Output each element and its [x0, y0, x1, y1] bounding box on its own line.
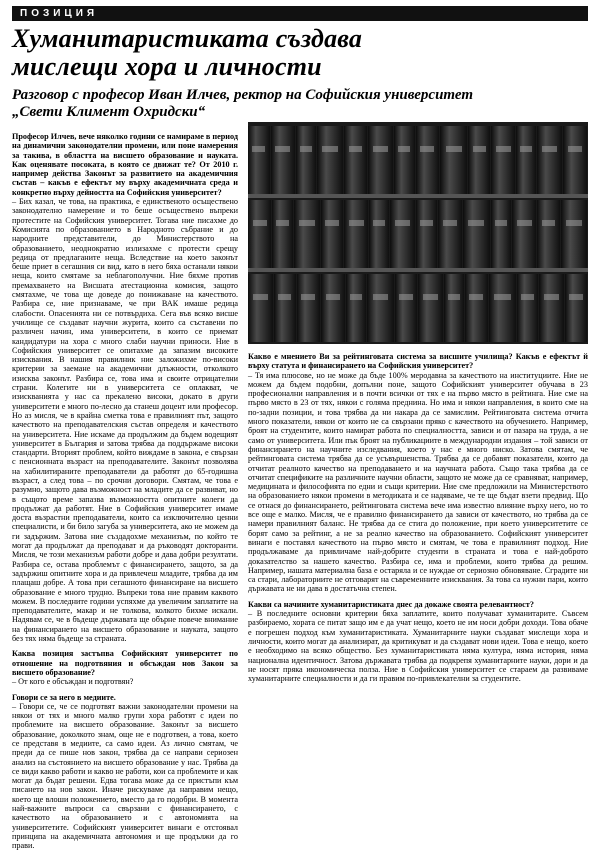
subheadline: [12, 87, 588, 121]
answer-5: – В последните основни критерии бяха заплатите, които получават хуманитарите. Съвсем разбираемо, хората се питат защо им е да учат нещо, което не им носи добри доходи. Това обаче е погрешен подход към хуманитаристиката. Хуманитарните науки създават мислещи хора и личности, които могат да анализират, да критикуват и да създават нови идеи. Това е нещо, което е необходимо на всяко общество. Без хуманитаристиката няма култура, няма история, няма национална идентичност. Затова държавата трябва да подкрепя хуманитарните науки, дори и да не носят пряка икономическа полза. Ние в Софийския университет се стараем да развиваме хуманитарните специалности и да ги правим по-привлекателни за студентите.: [248, 609, 588, 684]
answer-1: – Бих казал, че това, на практика, е единственото осъществено законодателно намерение и то беше осъществено въпреки протестите на Софийския университет. Тогава ние писахме до Комисията по образованието в Народното събрание и до народните представители, до Министерството на образованието, неоднократно излизахме с протести срещу редица от предлаганите неща. Вследствие на което законът беше приет в сегашния си вид, като в него бяха останали някои неща, които смятаме за неблагополучни. Ние бяхме против премахването на Висшата атестационна комисия, защото смятахме, че това ще доведе до понижаване на качеството. Разбира се, ние признаваме, че при ВАК имаше редица слабости. Опасенията ни се потвърдиха. Сега във всяко висше училище се създават научни журита, които са съставени по различен начин, има университети, в които се приемат кандидатури на хора с много слаби научни приноси. Ние в Софийския университет се опитахме да запазим високите изисквания. В нашия правилник ние заложихме по-високи критерии за заемане на академични длъжности, отколкото изисква законът. Разбира се, това има и своите отрицателни страни. Колегите ни в университета се оплакват, че изискванията у нас са прекалено високи, докато в други университети е много по-лесно да станеш доцент или професор. Но аз мисля, че в крайна сметка това е правилният път, защото качеството на преподавателския състав определя и качеството на университета. Ние искаме да продължим да бъдем водещият университет в България и затова трябва да поддържаме високи стандарти. Вторият проблем, който виждаме в закона, е свързан с пенсионната възраст на преподавателите. Законът позволява на хабилитираните преподаватели да работят до 65-годишна възраст, а след това – по срочни договори. Смятам, че това е разумно, защото дава възможност на младите да се развиват, но в същото време запазва възможността опитните колеги да продължат да работят. Ние в Софийския университет имаме доста възрастни преподаватели, които са изключително ценни специалисти, и би било загуба за университета, ако не можем да ги задържим. Затова ние създадохме механизъм, по който те могат да продължат да преподават и да ръководят докторанти. Мисля, че този механизъм работи добре и дава добри резултати. Разбира се, остава проблемът с финансирането, защото, за да задържиш опитните хора и да привлечеш младите, трябва да им плащаш добре. А това при сегашното финансиране на висшето образование е много трудно. Въпреки това ние правим каквото можем. В последните години успяхме да увеличим заплатите на преподавателите, макар и не толкова, колкото бихме искали. Надявам се, че в бъдеще държавата ще обърне повече внимание на финансирането на висшето образование и науката, защото без тях няма бъдеще за страната.: [12, 197, 238, 644]
subhead-line-1: Разговор с професор Иван Илчев, ректор на Софийския университет: [12, 87, 474, 103]
question-1: Професор Илчев, вече няколко години се намираме в период на динамични законодателни промени, или поне намерения за такива, в областта на висшето образование и науката. Как оценявате посоката, в която се движат те? От 2010 г. например действа Законът за развитието на академичния състав – какъв е ефектът му върху академичната среда и конкретно върху дейността на Софийския университет?: [12, 132, 238, 197]
subhead-line-2: „Свети Климент Охридски“: [12, 104, 206, 120]
section-bar: [12, 6, 588, 21]
section-label: ПОЗИЦИЯ: [20, 8, 99, 19]
answer-3: – Говори се, че се подготвят важни законодателни промени на някои от тях и много малко групи хора работят с идеи по проблемите на висшето образование. Законът за висшето образование, доколкото знам, още не е подготвен, а това, което се представя в медиите, са само идеи. Аз лично смятам, че преди да се пише нов закон, трябва да се направи сериозен анализ на състоянието на висшето образование у нас. Трябва да се види какво работи и какво не работи, кои са проблемите и как могат да бъдат решени. Едва тогава може да се пристъпи към писането на нов закон. Иначе рискуваме да направим нещо, което ще влоши положението, вместо да го подобри. В момента най-важните въпроси са свързани с финансирането, с качеството на образованието и с автономията на университетите. Софийският университет винаги е отстоявал принципа на академичната автономия и ще продължи да го прави.: [12, 701, 238, 851]
question-5: Какви са начините хуманитаристиката днес да докаже своята релевантност?: [248, 599, 534, 609]
answer-4: – Тя има плюсове, но не може да бъде 100% меродавна за качеството на институциите. Ние не можем да бъдем подобни, допълни поне, защото Софийският университет обучава в 23 професионални направления и в почти всички от тях е на първо място в рейтинга. Ние сме на първо място в 23 от тях, някои с голяма преднина. Но има и някои направления, в които сме на по-задни позиции, и това трябва да ни накара да се замислим. Рейтинговата система отчита много показатели, някои от които не са свързани пряко с качеството на обучението. Например, броят на студентите, които намират работа по специалността, зависи и от пазара на труда, а не само от университета. Или пък броят на публикациите в международни издания – той зависи от финансирането на научните изследвания, което у нас е много ниско. Затова смятам, че рейтинговата система трябва да се усъвършенства. Трябва да се добавят показатели, които да отчитат реалното качество на преподаването и на научната работа. Също така трябва да се отчитат спецификите на различните научни области, защото не може да се сравняват, например, медицината и философията по едни и същи критерии. Ние сме предложили на Министерството на образованието някои промени в методиката и се надяваме, че те ще бъдат взети предвид. Що се отнася до финансирането, рейтинговата система вече има известно влияние върху него, но то все още е малко. Мисля, че е правилно финансирането да зависи от качеството, но трябва да се намери правилният баланс. Не трябва да се стига до положение, при което университетите се борят само за рейтинг, а не за реално качество на образованието. Софийският университет винаги е поставял качеството на първо място и смятам, че това е правилният подход. Ние продължаваме да привличаме най-добрите студенти в страната и това е най-доброто доказателство за нашето качество. Разбира се, има и проблеми, които трябва да решим. Например, нашата материална база е остаряла и се нуждае от сериозно обновяване. Сградите ни са стари, лабораториите не отговарят на съвременните изисквания. За това са нужни пари, които държавата не ни дава в достатъчна степен.: [248, 370, 588, 594]
question-2: Каква позиция застъпва Софийският университет по отношение на подготвяния и обсъждан нов Закон за висшето образование?: [12, 649, 238, 677]
bookshelf-photo: [248, 122, 588, 344]
article-page: [12, 6, 588, 851]
answer-2: – От кого е обсъждан и подготвян?: [12, 677, 134, 687]
headline-line-1: Хуманитаристиката създава: [12, 24, 363, 53]
question-4: Какво е мнението Ви за рейтинговата система за висшите училища? Какъв е ефектът й върху статута и финансирането на Софийския университет?: [248, 352, 588, 371]
left-column: [12, 132, 238, 851]
right-column: [248, 122, 588, 794]
headline: [12, 25, 588, 81]
question-3: Говори се за него в медиите.: [12, 692, 116, 702]
article-columns: [12, 122, 588, 851]
headline-line-2: мислещи хора и личности: [12, 52, 322, 81]
